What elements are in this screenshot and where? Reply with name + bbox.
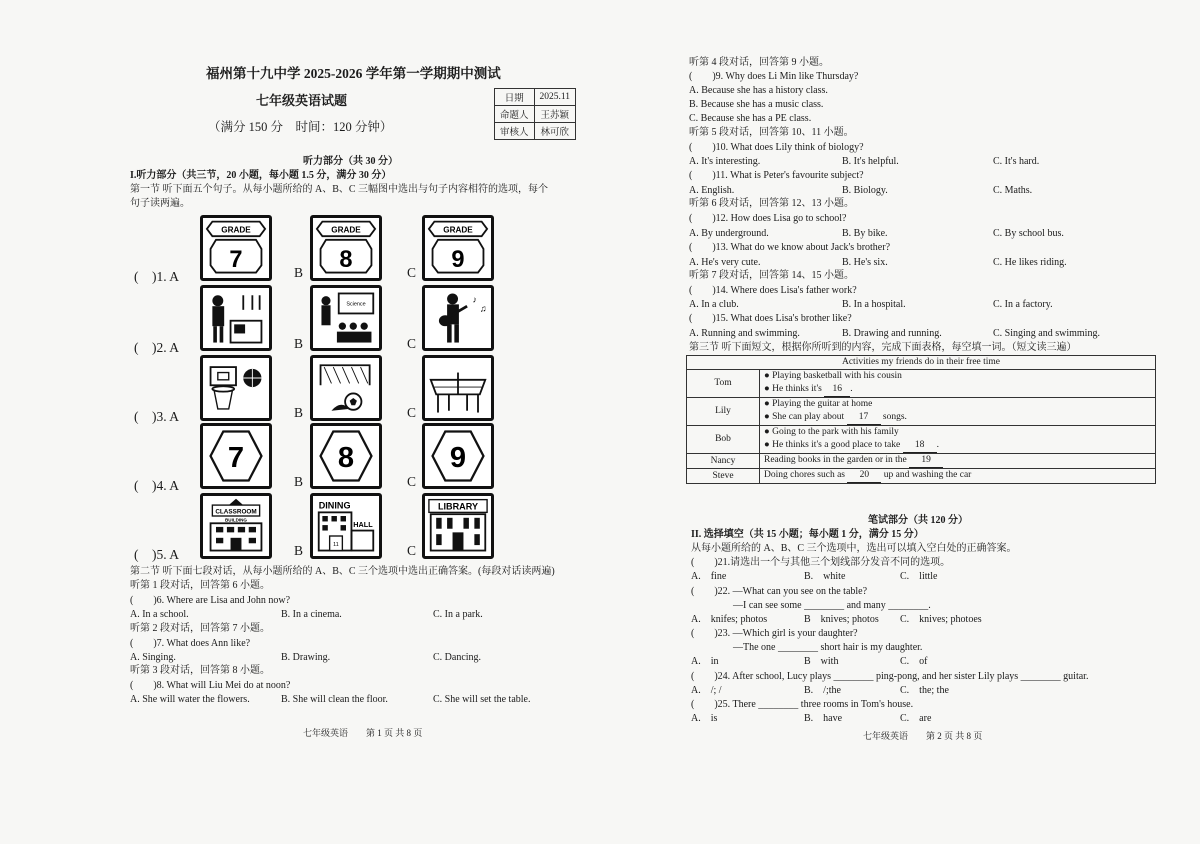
option-a: A. is xyxy=(691,713,718,724)
hall-text: HALL xyxy=(353,519,373,529)
question-10: ( )10. What does Lily think of biology? xyxy=(689,142,864,153)
classroom-text: CLASSROOM xyxy=(215,508,257,516)
friend-name: Steve xyxy=(687,469,760,484)
question-15: ( )15. What does Lisa's brother like? xyxy=(689,313,852,324)
part1-header: I.听力部分（共三节，20 小题，每小题 1.5 分，满分 30 分） xyxy=(130,170,392,181)
grade-number: 9 xyxy=(451,247,465,274)
table-cell xyxy=(760,426,1156,454)
blank-17[interactable]: 17 xyxy=(847,411,881,425)
activity-text: ● He thinks it's xyxy=(764,384,822,394)
friend-name: Bob xyxy=(687,426,760,454)
activities-table xyxy=(686,355,1156,484)
option-b: B. In a cinema. xyxy=(281,609,342,620)
dialog-intro: 听第 7 段对话，回答第 14、15 小题。 xyxy=(689,270,854,281)
option-b: B. Biology. xyxy=(842,185,888,196)
option-c: C. of xyxy=(900,656,928,667)
question-11: ( )11. What is Peter's favourite subject? xyxy=(689,170,864,181)
screen-text: Science xyxy=(346,301,366,308)
activity-line: ● Going to the park with his family xyxy=(764,427,899,437)
question-5-label: ( )5. A xyxy=(134,547,179,562)
section1-instruction-2: 句子读两遍。 xyxy=(130,198,190,209)
activity-line xyxy=(764,411,1151,425)
grade-word: GRADE xyxy=(443,225,473,235)
question-25: ( )25. There ________ three rooms in Tom's house. xyxy=(691,699,914,710)
number-8-image xyxy=(310,423,382,489)
dialog-intro: 听第 5 段对话，回答第 10、11 小题。 xyxy=(689,127,854,138)
ping-pong-table-image xyxy=(422,355,494,421)
part2-instruction: 从每小题所给的 A、B、C 三个选项中，选出可以填入空白处的正确答案。 xyxy=(691,543,1017,554)
table-title: Activities my friends do in their free time xyxy=(687,356,1156,370)
grade-word: GRADE xyxy=(221,225,251,235)
meta-value: 林可欣 xyxy=(534,123,576,140)
question-9: ( )9. Why does Li Min like Thursday? xyxy=(689,71,859,82)
cook-image xyxy=(200,285,272,351)
meta-value: 2025.11 xyxy=(534,89,576,106)
soccer-image xyxy=(310,355,382,421)
activity-text: ● He thinks it's a good place to take xyxy=(764,440,901,450)
friend-name: Tom xyxy=(687,370,760,398)
question-23-reply: —The one ________ short hair is my daughter. xyxy=(733,642,923,653)
page-footer: 七年级英语 第 1 页 共 8 页 xyxy=(303,728,423,738)
activity-text: Reading books in the garden or in the xyxy=(764,455,907,465)
option-c: C. Singing and swimming. xyxy=(993,328,1100,339)
activity-text: . xyxy=(936,440,939,450)
written-header: 笔试部分（共 120 分） xyxy=(868,515,968,526)
option-a: A. In a club. xyxy=(689,299,739,310)
option-a: A. Running and swimming. xyxy=(689,328,800,339)
option-b: B. have xyxy=(804,713,843,724)
option-b: B. /;the xyxy=(804,685,841,696)
blank-20[interactable]: 20 xyxy=(847,469,881,483)
option-b: B xyxy=(294,405,304,420)
grade-7-sign-image xyxy=(200,215,272,281)
option-c: C. In a factory. xyxy=(993,299,1053,310)
option-a: A. fine xyxy=(691,571,727,582)
score-time: （满分 150 分 时间：120 分钟） xyxy=(208,120,393,134)
hex-number: 9 xyxy=(449,441,467,474)
section1-instruction: 第一节 听下面五个句子。从每小题所给的 A、B、C 三幅图中选出与句子内容相符的选项，每个 xyxy=(130,184,549,195)
option-c: C. He likes riding. xyxy=(993,257,1067,268)
option-c: C. It's hard. xyxy=(993,156,1040,167)
question-12: ( )12. How does Lisa go to school? xyxy=(689,213,847,224)
option-b: B. It's helpful. xyxy=(842,156,899,167)
teacher-image xyxy=(310,285,382,351)
meta-label: 审核人 xyxy=(495,123,535,140)
library-image xyxy=(422,493,494,559)
music-note-icon: ♫ xyxy=(479,303,487,314)
dining-text: DINING xyxy=(318,500,351,511)
option-b: B xyxy=(294,336,304,351)
blank-19[interactable]: 19 xyxy=(909,454,943,468)
option-a: A. It's interesting. xyxy=(689,156,761,167)
option-c: C. By school bus. xyxy=(993,228,1064,239)
table-cell xyxy=(760,398,1156,426)
hex-number: 8 xyxy=(337,441,355,474)
activity-line: ● Playing the guitar at home xyxy=(764,399,873,409)
activity-line xyxy=(764,383,1151,397)
option-a: A. By underground. xyxy=(689,228,769,239)
activity-text: up and washing the car xyxy=(883,470,972,480)
option-c: C. are xyxy=(900,713,932,724)
grade-8-sign-image xyxy=(310,215,382,281)
question-22-reply: —I can see some ________ and many ________. xyxy=(733,600,931,611)
option-b: B xyxy=(294,265,304,280)
question-1-label: ( )1. A xyxy=(134,269,179,284)
option-a: A. English. xyxy=(689,185,735,196)
option-b: B. Drawing and running. xyxy=(842,328,942,339)
option-c: C. In a park. xyxy=(433,609,483,620)
question-6: ( )6. Where are Lisa and John now? xyxy=(130,595,291,606)
door-number: 11 xyxy=(333,542,339,548)
option-c: C. the; the xyxy=(900,685,949,696)
question-3-label: ( )3. A xyxy=(134,409,179,424)
question-21: ( )21.请选出一个与其他三个划线部分发音不同的选项。 xyxy=(691,557,951,568)
activity-text: songs. xyxy=(882,412,907,422)
question-22: ( )22. —What can you see on the table? xyxy=(691,586,868,597)
blank-18[interactable]: 18 xyxy=(903,439,937,453)
number-9-image xyxy=(422,423,494,489)
page-2 xyxy=(600,0,1200,844)
option-a: A. Because she has a history class. xyxy=(689,85,828,96)
classroom-building-image xyxy=(200,493,272,559)
option-b: B. Because she has a music class. xyxy=(689,99,824,110)
option-b: B with xyxy=(804,656,839,667)
meta-label: 日期 xyxy=(495,89,535,106)
guitar-player-image xyxy=(422,285,494,351)
dialog-intro: 听第 6 段对话，回答第 12、13 小题。 xyxy=(689,198,854,209)
activity-text: Doing chores such as xyxy=(764,470,845,480)
option-b: B. white xyxy=(804,571,846,582)
question-4-label: ( )4. A xyxy=(134,478,179,493)
option-b: B. She will clean the floor. xyxy=(281,694,388,705)
option-a: A. Singing. xyxy=(130,652,176,663)
option-c: C. She will set the table. xyxy=(433,694,531,705)
question-13: ( )13. What do we know about Jack's brother? xyxy=(689,242,891,253)
option-b: B xyxy=(294,543,304,558)
friend-name: Lily xyxy=(687,398,760,426)
option-a: A. in xyxy=(691,656,719,667)
listening-header: 听力部分（共 30 分） xyxy=(303,156,398,167)
option-b: B. He's six. xyxy=(842,257,888,268)
question-14: ( )14. Where does Lisa's father work? xyxy=(689,285,857,296)
option-a: A. /; / xyxy=(691,685,722,696)
dining-hall-image xyxy=(310,493,382,559)
option-c: C. little xyxy=(900,571,938,582)
option-b: B. By bike. xyxy=(842,228,888,239)
activity-text: ● She can play about xyxy=(764,412,845,422)
grade-word: GRADE xyxy=(331,225,361,235)
question-23: ( )23. —Which girl is your daughter? xyxy=(691,628,858,639)
meta-label: 命题人 xyxy=(495,106,535,123)
question-7: ( )7. What does Ann like? xyxy=(130,638,251,649)
question-24: ( )24. After school, Lucy plays ________ ping-pong, and her sister Lily plays ________ guitar. xyxy=(691,671,1089,682)
dialog-intro: 听第 1 段对话，回答第 6 小题。 xyxy=(130,580,270,591)
option-a: A. She will water the flowers. xyxy=(130,694,250,705)
page-footer: 七年级英语 第 2 页 共 8 页 xyxy=(863,731,983,741)
option-a: A. knifes; photos xyxy=(691,614,768,625)
option-a: A. In a school. xyxy=(130,609,189,620)
section2-instruction: 第二节 听下面七段对话，从每小题所给的 A、B、C 三个选项中选出正确答案。(每段对话读两遍) xyxy=(130,566,555,577)
table-cell xyxy=(760,454,1156,469)
dialog-intro: 听第 2 段对话，回答第 7 小题。 xyxy=(130,623,270,634)
activity-text: . xyxy=(850,384,853,394)
option-a: A. He's very cute. xyxy=(689,257,761,268)
blank-16[interactable]: 16 xyxy=(824,383,850,397)
option-b: B knives; photos xyxy=(804,614,879,625)
music-note-icon: ♪ xyxy=(472,294,478,305)
grade-number: 7 xyxy=(229,247,243,274)
option-c: C xyxy=(407,265,417,280)
option-c: C xyxy=(407,543,417,558)
grade-number: 8 xyxy=(339,247,353,274)
part2-header: II. 选择填空（共 15 小题；每小题 1 分，满分 15 分） xyxy=(691,529,924,540)
hex-number: 7 xyxy=(227,441,245,474)
option-c: C xyxy=(407,474,417,489)
option-b: B xyxy=(294,474,304,489)
option-c: C. Because she has a PE class. xyxy=(689,113,812,124)
building-text: BUILDING xyxy=(225,517,247,523)
question-8: ( )8. What will Liu Mei do at noon? xyxy=(130,680,291,691)
table-cell xyxy=(760,469,1156,484)
meta-value: 王苏颖 xyxy=(534,106,576,123)
exam-subtitle: 七年级英语试题 xyxy=(256,93,348,108)
library-text: LIBRARY xyxy=(437,501,479,512)
meta-table xyxy=(494,88,576,140)
option-c: C. Dancing. xyxy=(433,652,482,663)
option-c: C xyxy=(407,405,417,420)
option-b: B. In a hospital. xyxy=(842,299,906,310)
option-c: C. Maths. xyxy=(993,185,1033,196)
section3-instruction: 第三节 听下面短文，根据你所听到的内容，完成下面表格，每空填一词。（短文读三遍） xyxy=(689,342,1077,353)
dialog-intro: 听第 3 段对话，回答第 8 小题。 xyxy=(130,665,270,676)
activity-line xyxy=(764,439,1151,453)
option-c: C. knives; photoes xyxy=(900,614,982,625)
grade-9-sign-image xyxy=(422,215,494,281)
friend-name: Nancy xyxy=(687,454,760,469)
number-7-image xyxy=(200,423,272,489)
exam-title: 福州第十九中学 2025-2026 学年第一学期期中测试 xyxy=(206,66,501,81)
option-c: C xyxy=(407,336,417,351)
table-cell xyxy=(760,370,1156,398)
basketball-image xyxy=(200,355,272,421)
dialog-intro: 听第 4 段对话，回答第 9 小题。 xyxy=(689,57,829,68)
question-2-label: ( )2. A xyxy=(134,340,179,355)
activity-line: ● Playing basketball with his cousin xyxy=(764,371,902,381)
option-b: B. Drawing. xyxy=(281,652,331,663)
